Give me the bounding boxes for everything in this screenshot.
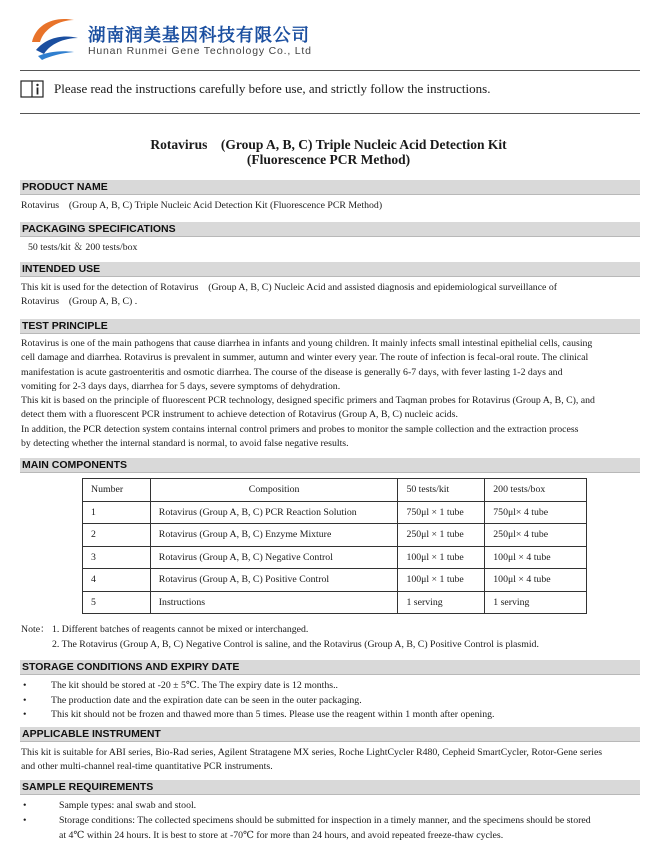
section-heading-sample: SAMPLE REQUIREMENTS	[20, 780, 640, 795]
section-heading-intended-use: INTENDED USE	[20, 262, 640, 277]
table-cell: Rotavirus (Group A, B, C) PCR Reaction Solution	[150, 501, 398, 524]
bullet-icon: •	[23, 800, 27, 811]
notice-divider	[20, 113, 640, 114]
sample-list	[21, 799, 651, 843]
test-principle-line: by detecting whether the internal standard is normal, to avoid false negative results.	[21, 438, 349, 450]
storage-list	[21, 679, 651, 723]
table-cell: 1 serving	[398, 591, 485, 614]
section-heading-test-principle: TEST PRINCIPLE	[20, 319, 640, 334]
company-name-cn: 湖南润美基因科技有限公司	[88, 26, 310, 46]
note-label: Note：	[21, 624, 50, 635]
table-cell: 750μl × 1 tube	[398, 501, 485, 524]
test-principle-line: In addition, the PCR detection system contains internal control primers and probes to monitor the sample collection and the extraction process	[21, 423, 579, 435]
list-item: • Storage conditions: The collected specimens should be submitted for inspection in a timely manner, and the specimens should be stored	[21, 814, 651, 829]
note-line: 2. The Rotavirus (Group A, B, C) Negative Control is saline, and the Rotavirus (Group A, B, C) Positive Control is plasmid.	[52, 639, 539, 650]
test-principle-line: cell damage and diarrhea. Rotavirus is prevalent in summer, autumn and winter every year. The route of infection is fecal-oral route. The clinical	[21, 352, 589, 364]
list-item: • Sample types: anal swab and stool.	[21, 799, 651, 814]
section-heading-packaging: PACKAGING SPECIFICATIONS	[20, 222, 640, 237]
table-cell: 100μl × 1 tube	[398, 569, 485, 592]
document-subtitle: (Fluorescence PCR Method)	[246, 152, 411, 167]
section-heading-storage: STORAGE CONDITIONS AND EXPIRY DATE	[20, 660, 640, 675]
notice-line	[20, 78, 490, 100]
note-line: 1. Different batches of reagents cannot be mixed or interchanged.	[52, 624, 309, 635]
notice-text: Please read the instructions carefully before use, and strictly follow the instructions.	[54, 81, 491, 96]
components-table	[82, 478, 587, 614]
intended-use-line: Rotavirus (Group A, B, C) .	[21, 296, 138, 308]
test-principle-line: This kit is based on the principle of fluorescent PCR technology, designed specific primers and Taqman probes for Rotavirus (Group A, B, C), and	[21, 395, 595, 407]
section-heading-instrument: APPLICABLE INSTRUMENT	[20, 727, 640, 742]
bullet-icon: •	[23, 709, 27, 720]
bullet-icon: •	[23, 694, 27, 706]
table-cell: 1 serving	[485, 591, 587, 614]
table-cell: 4	[83, 569, 151, 592]
table-cell: 3	[83, 546, 151, 569]
table-cell: 100μl × 1 tube	[398, 546, 485, 569]
list-item-continuation: at 4℃ within 24 hours. It is best to store at -70℃ for more than 24 hours, and avoid repeated freeze-thaw cycles.	[59, 829, 504, 841]
table-cell: 1	[83, 501, 151, 524]
column-header-composition: Composition	[150, 479, 398, 502]
table-row	[83, 524, 587, 547]
test-principle-line: detect them with a fluorescent PCR instrument to achieve detection of Rotavirus (Group A, B, C) nucleic acids.	[21, 409, 458, 421]
table-cell: Instructions	[150, 591, 398, 614]
table-row	[83, 569, 587, 592]
list-item: • The production date and the expiration date can be seen in the outer packaging.	[21, 694, 651, 709]
document-title: Rotavirus (Group A, B, C) Triple Nucleic Acid Detection Kit	[150, 137, 507, 152]
table-cell: 100μl × 4 tube	[485, 546, 587, 569]
table-cell: Rotavirus (Group A, B, C) Enzyme Mixture	[150, 524, 398, 547]
list-item: • The kit should be stored at -20 ± 5℃. The The expiry date is 12 months..	[21, 679, 651, 694]
table-cell: 250μl× 4 tube	[485, 524, 587, 547]
book-info-icon	[20, 80, 46, 98]
table-cell: Rotavirus (Group A, B, C) Positive Control	[150, 569, 398, 592]
section-heading-product-name: PRODUCT NAME	[20, 180, 640, 195]
table-cell: Rotavirus (Group A, B, C) Negative Control	[150, 546, 398, 569]
table-row	[83, 546, 587, 569]
test-principle-line: vomiting for 2-3 days days, diarrhea for 5 days, severe symptoms of dehydration.	[21, 380, 341, 392]
intended-use-line: This kit is used for the detection of Rotavirus (Group A, B, C) Nucleic Acid and assisted diagnosis and epidemiological surveillance of	[21, 282, 557, 293]
swoosh-logo-icon	[28, 12, 80, 62]
test-principle-line: manifestation is acute gastroenteritis and osmotic diarrhea. The course of the disease is generally 6-7 days, with fever lasting 1-2 days and	[21, 366, 563, 378]
test-principle-line: Rotavirus is one of the main pathogens that cause diarrhea in infants and young children. It mainly infects small intestinal epithelial cells, causing	[21, 338, 593, 349]
table-cell: 250μl × 1 tube	[398, 524, 485, 547]
table-row	[83, 501, 587, 524]
table-cell: 750μl× 4 tube	[485, 501, 587, 524]
table-cell: 2	[83, 524, 151, 547]
table-cell: 5	[83, 591, 151, 614]
test-principle-text	[21, 337, 646, 451]
product-name-text: Rotavirus (Group A, B, C) Triple Nucleic Acid Detection Kit (Fluorescence PCR Method)	[21, 200, 383, 211]
list-item: • This kit should not be frozen and thawed more than 5 times. Please use the reagent within 1 month after opening.	[21, 708, 651, 723]
column-header-200-tests: 200 tests/box	[485, 479, 587, 502]
bullet-icon: •	[23, 680, 27, 691]
bullet-icon: •	[23, 814, 27, 826]
header-divider	[20, 70, 640, 71]
intended-use-text	[21, 281, 646, 310]
table-header-row	[83, 479, 587, 502]
table-cell: 100μl × 4 tube	[485, 569, 587, 592]
instrument-text	[21, 746, 646, 775]
section-heading-main-components: MAIN COMPONENTS	[20, 458, 640, 473]
table-row	[83, 591, 587, 614]
column-header-50-tests: 50 tests/kit	[398, 479, 485, 502]
instrument-line: This kit is suitable for ABI series, Bio-Rad series, Agilent Stratagene MX series, Roche LightCycler R480, Cepheid SmartCycler, Rotor-Gene series	[21, 747, 603, 758]
packaging-text: 50 tests/kit ＆ 200 tests/box	[28, 242, 138, 253]
column-header-number: Number	[83, 479, 151, 502]
company-name-en: Hunan Runmei Gene Technology Co., Ltd	[88, 45, 312, 57]
instrument-line: and other multi-channel real-time quantitative PCR instruments.	[21, 761, 273, 773]
